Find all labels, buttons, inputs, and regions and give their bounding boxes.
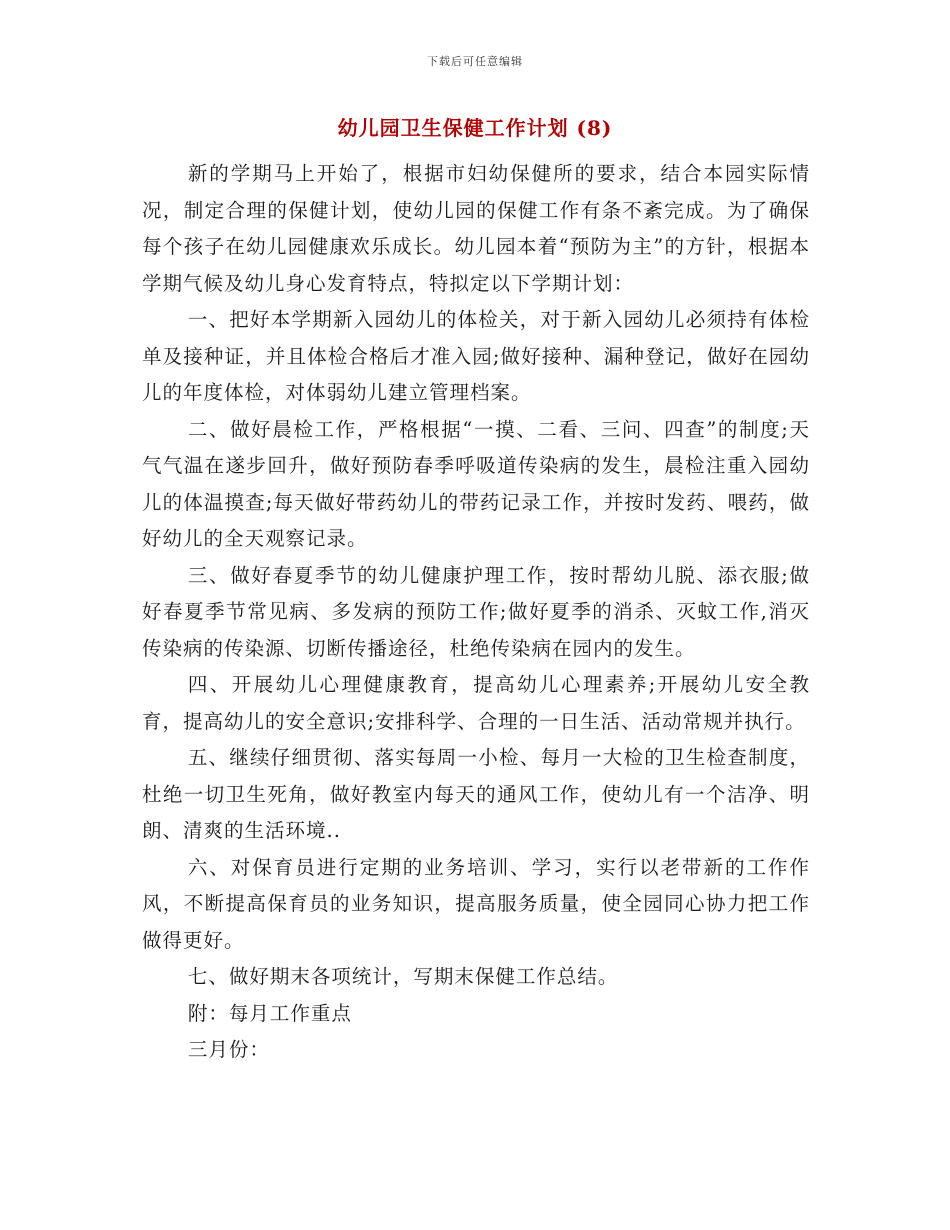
paragraph-item-2: 二、做好晨检工作，严格根据“一摸、二看、三问、四查”的制度;天气气温在遂步回升，做好预防春季呼吸道传染病的发生，晨检注重入园幼儿的体温摸查;每天做好带药幼儿的带药记录工作，并按时发药、喂药，做好幼儿的全天观察记录。 xyxy=(142,417,810,550)
document-body xyxy=(142,156,810,1069)
paragraph-month-march: 三月份： xyxy=(187,1038,270,1061)
paragraph-intro: 新的学期马上开始了，根据市妇幼保健所的要求，结合本园实际情况，制定合理的保健计划，使幼儿园的保健工作有条不紊完成。为了确保每个孩子在幼儿园健康欢乐成长。幼儿园本着“预防为主”的方针，根据本学期气候及幼儿身心发育特点，特拟定以下学期计划： xyxy=(142,162,810,295)
paragraph-item-3: 三、做好春夏季节的幼儿健康护理工作，按时帮幼儿脱、添衣服;做好春夏季节常见病、多发病的预防工作;做好夏季的消杀、灭蚊工作,消灭传染病的传染源、切断传播途径，杜绝传染病在园内的发生。 xyxy=(142,563,810,660)
paragraph-item-5: 五、继续仔细贯彻、落实每周一小检、每月一大检的卫生检查制度，杜绝一切卫生死角，做好教室内每天的通风工作，使幼儿有一个洁净、明朗、清爽的生活环境.. xyxy=(142,746,810,842)
paragraph-item-7: 七、做好期末各项统计，写期末保健工作总结。 xyxy=(187,965,619,988)
paragraph-appendix: 附：每月工作重点 xyxy=(187,1001,352,1025)
paragraph-item-6: 六、对保育员进行定期的业务培训、学习，实行以老带新的工作作风，不断提高保育员的业务知识，提高服务质量，使全园同心协力把工作做得更好。 xyxy=(142,855,810,952)
document-title: 幼儿园卫生保健工作计划 (8) xyxy=(337,116,613,140)
paragraph-item-4: 四、开展幼儿心理健康教育，提高幼儿心理素养;开展幼儿安全教育，提高幼儿的安全意识;安排科学、合理的一日生活、活动常规并执行。 xyxy=(142,673,810,733)
paragraph-item-1: 一、把好本学期新入园幼儿的体检关，对于新入园幼儿必须持有体检单及接种证，并且体检合格后才准入园;做好接种、漏种登记，做好在园幼儿的年度体检，对体弱幼儿建立管理档案。 xyxy=(142,308,810,404)
page-header-note: 下载后可任意编辑 xyxy=(427,55,523,68)
